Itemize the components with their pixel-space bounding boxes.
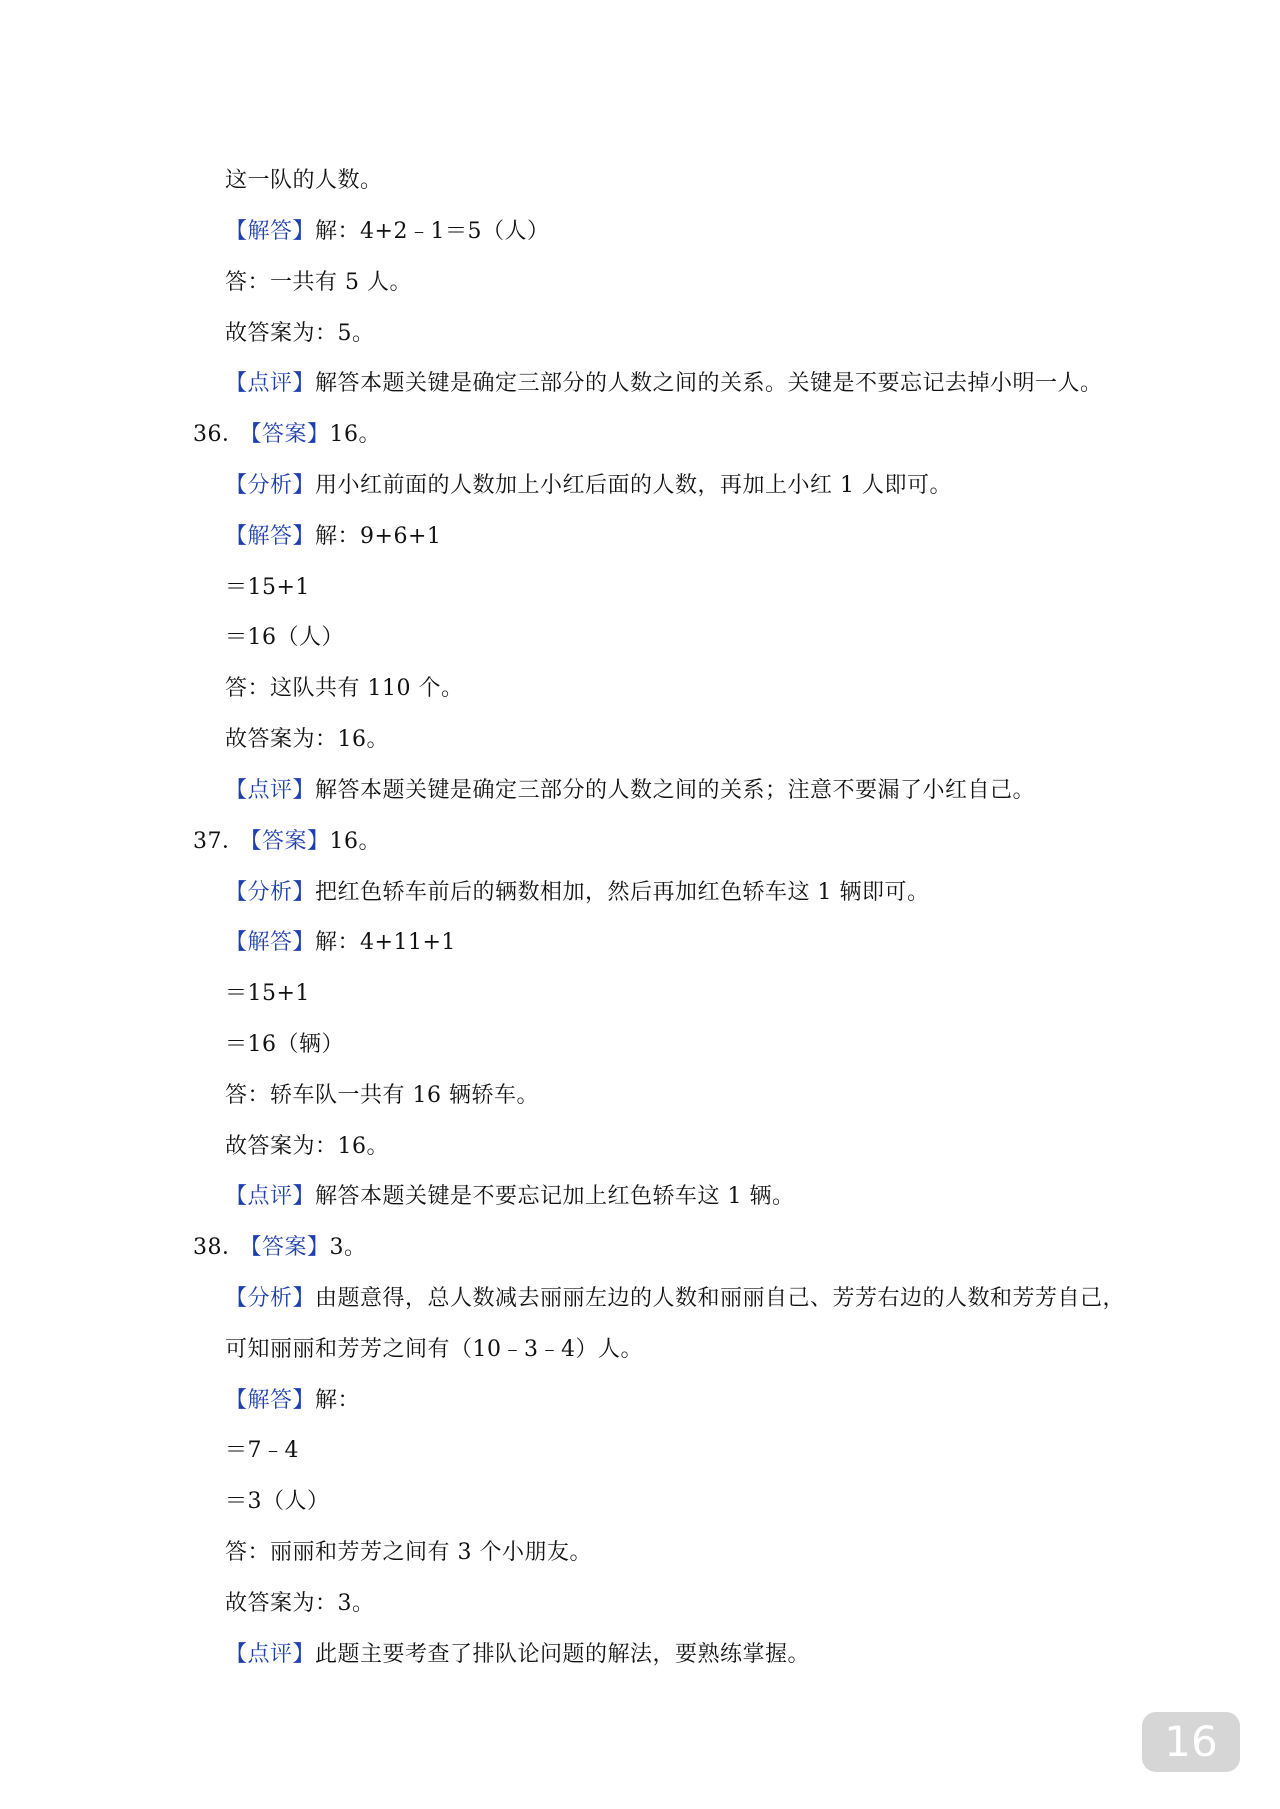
- text-line: [225, 1335, 643, 1365]
- text-line: [225, 471, 952, 501]
- line-text: ＝3（人）: [225, 1489, 330, 1514]
- line-text: 解：: [315, 1388, 361, 1413]
- answer-tag: 【答案】: [250, 1235, 330, 1260]
- text-line: [225, 1386, 360, 1416]
- question-line: [193, 827, 381, 857]
- answer-tag: 【答案】: [250, 422, 330, 447]
- line-text: 3。: [329, 1235, 367, 1260]
- text-line: [225, 573, 310, 603]
- line-text: 解答本题关键是确定三部分的人数之间的关系。关键是不要忘记去掉小明一人。: [315, 371, 1103, 396]
- line-text: 答：轿车队一共有 16 辆轿车。: [225, 1083, 539, 1108]
- text-line: [225, 522, 441, 552]
- line-text: 此题主要考查了排队论问题的解法，要熟练掌握。: [315, 1642, 811, 1667]
- text-line: [225, 1030, 344, 1060]
- question-line: [193, 1233, 367, 1263]
- analysis-tag: 【分析】: [225, 1286, 316, 1311]
- text-line: [225, 1589, 375, 1619]
- text-line: [225, 369, 1103, 399]
- text-line: [225, 1284, 1125, 1314]
- text-line: [225, 1081, 539, 1111]
- question-number: 36．: [193, 422, 245, 447]
- text-line: [225, 878, 930, 908]
- text-line: [225, 217, 549, 247]
- line-text: ＝7﹣4: [225, 1438, 299, 1463]
- line-text: 故答案为：3。: [225, 1591, 375, 1616]
- text-line: [225, 1538, 592, 1568]
- line-text: 答：这队共有 110 个。: [225, 676, 464, 701]
- text-line: [225, 166, 383, 196]
- line-text: 由题意得，总人数减去丽丽左边的人数和丽丽自己、芳芳右边的人数和芳芳自己，: [315, 1286, 1126, 1311]
- line-text: ＝16（人）: [225, 625, 344, 650]
- solution-tag: 【解答】: [225, 930, 316, 955]
- comment-tag: 【点评】: [225, 1642, 316, 1667]
- text-line: [225, 674, 463, 704]
- line-text: 解：4+2﹣1＝5（人）: [315, 219, 550, 244]
- line-text: 答：一共有 5 人。: [225, 270, 412, 295]
- text-line: [225, 979, 310, 1009]
- line-text: 解答本题关键是确定三部分的人数之间的关系；注意不要漏了小红自己。: [315, 778, 1036, 803]
- text-line: [225, 1436, 299, 1466]
- comment-tag: 【点评】: [225, 371, 316, 396]
- line-text: 答：丽丽和芳芳之间有 3 个小朋友。: [225, 1540, 592, 1565]
- line-text: 用小红前面的人数加上小红后面的人数，再加上小红 1 人即可。: [315, 473, 953, 498]
- line-text: 可知丽丽和芳芳之间有（10﹣3﹣4）人。: [225, 1337, 643, 1362]
- line-text: 故答案为：5。: [225, 321, 375, 346]
- line-text: 故答案为：16。: [225, 727, 389, 752]
- line-text: 这一队的人数。: [225, 168, 383, 193]
- line-text: ＝15+1: [225, 575, 310, 600]
- analysis-tag: 【分析】: [225, 473, 316, 498]
- text-line: [225, 1487, 330, 1517]
- answer-tag: 【答案】: [250, 829, 330, 854]
- text-line: [225, 928, 456, 958]
- line-text: 解：9+6+1: [315, 524, 442, 549]
- text-line: [225, 623, 344, 653]
- text-line: [225, 268, 412, 298]
- line-text: 解答本题关键是不要忘记加上红色轿车这 1 辆。: [315, 1184, 795, 1209]
- line-text: 把红色轿车前后的辆数相加，然后再加红色轿车这 1 辆即可。: [315, 880, 930, 905]
- comment-tag: 【点评】: [225, 1184, 316, 1209]
- text-line: [225, 1132, 389, 1162]
- text-line: [225, 776, 1035, 806]
- solution-tag: 【解答】: [225, 219, 316, 244]
- solution-tag: 【解答】: [225, 1388, 316, 1413]
- question-number: 37．: [193, 829, 245, 854]
- line-text: ＝15+1: [225, 981, 310, 1006]
- text-line: [225, 725, 389, 755]
- analysis-tag: 【分析】: [225, 880, 316, 905]
- question-line: [193, 420, 381, 450]
- line-text: 故答案为：16。: [225, 1134, 389, 1159]
- line-text: 16。: [329, 829, 382, 854]
- text-line: [225, 1640, 810, 1670]
- comment-tag: 【点评】: [225, 778, 316, 803]
- page-number-badge: 16: [1142, 1712, 1240, 1772]
- solution-tag: 【解答】: [225, 524, 316, 549]
- question-number: 38．: [193, 1235, 245, 1260]
- line-text: 解：4+11+1: [315, 930, 456, 955]
- text-line: [225, 1182, 795, 1212]
- line-text: ＝16（辆）: [225, 1032, 344, 1057]
- line-text: 16。: [329, 422, 382, 447]
- text-line: [225, 319, 375, 349]
